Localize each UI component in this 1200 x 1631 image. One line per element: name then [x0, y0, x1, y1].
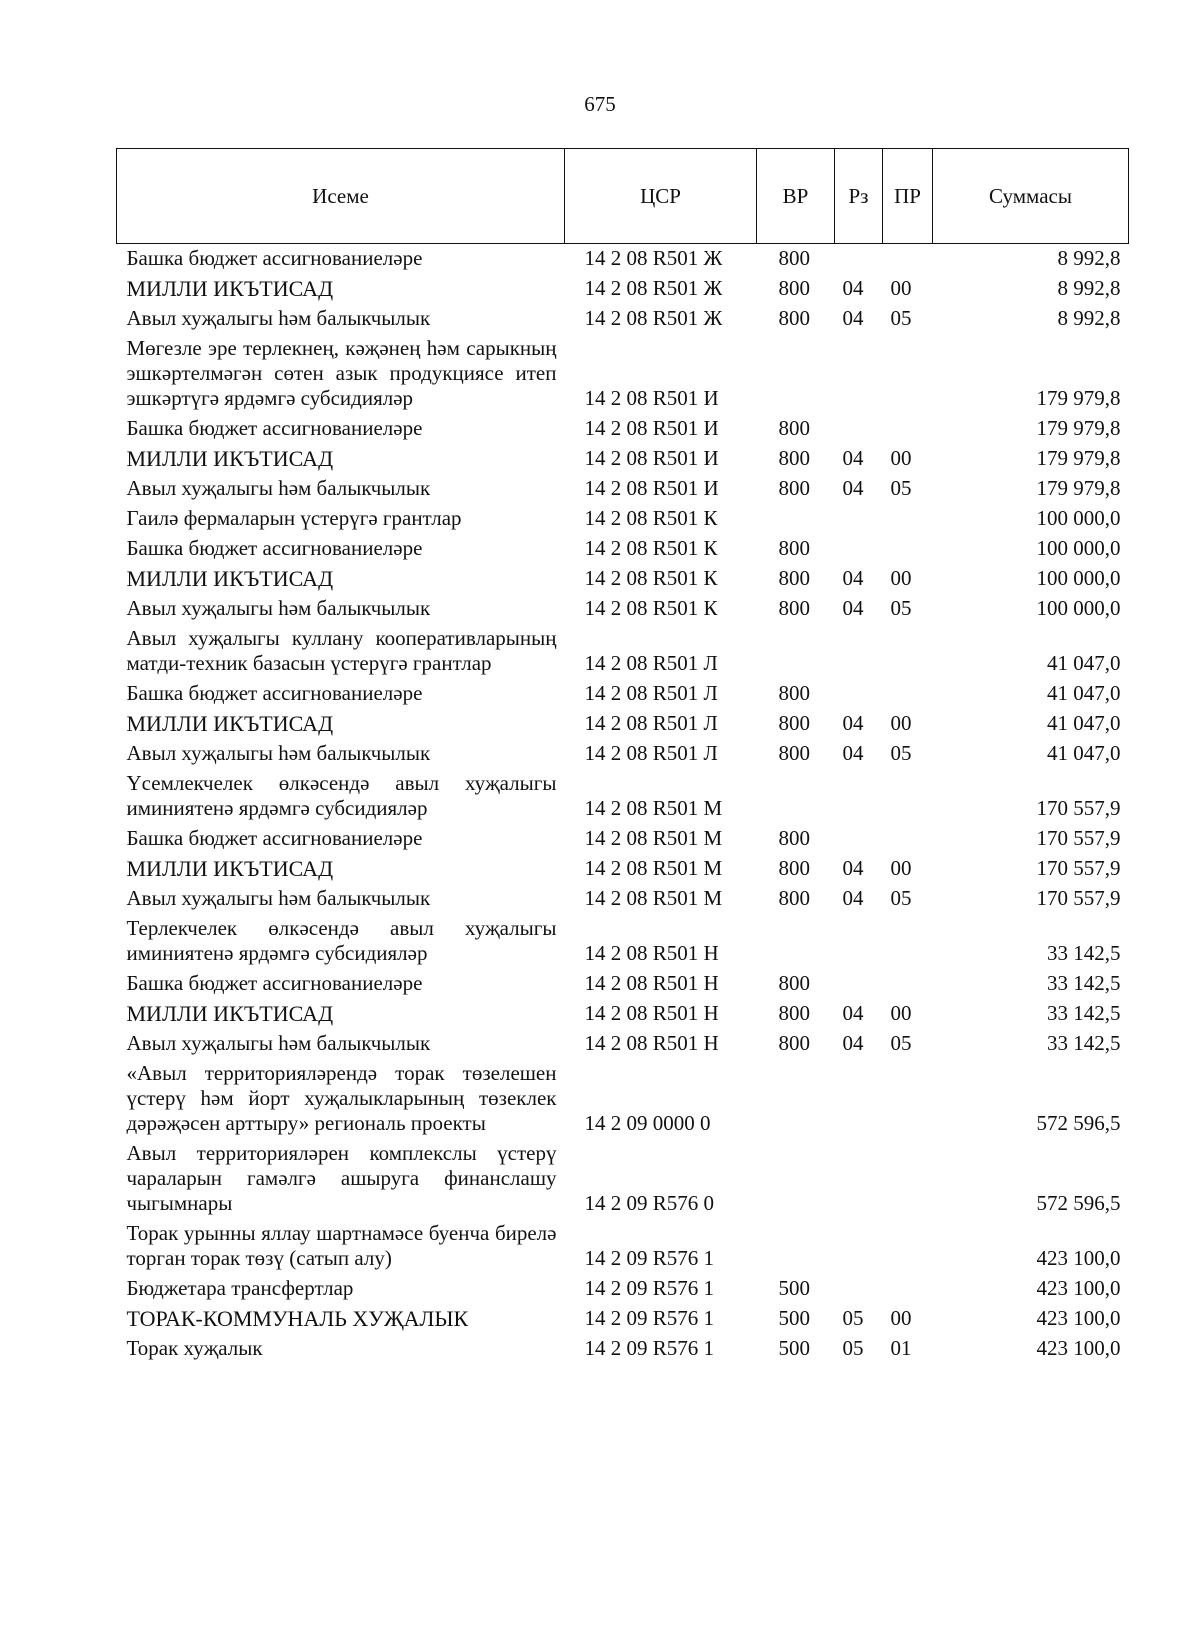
cell-pr [883, 504, 933, 534]
cell-rz: 04 [842, 711, 864, 735]
cell-rz: 04 [842, 1031, 864, 1055]
cell-csr: 14 2 09 R576 1 [584, 1306, 715, 1330]
cell-vr: 500 [778, 1276, 810, 1300]
cell-name: Авыл хуҗалыгы һәм балыкчылык [126, 306, 431, 330]
cell-csr: 14 2 08 R501 И [584, 476, 719, 500]
cell-name: Авыл хуҗалыгы һәм балыкчылык [126, 741, 431, 765]
cell-pr: 00 [890, 276, 912, 300]
cell-pr [883, 679, 933, 709]
cell-sum: 8 992,8 [1057, 306, 1121, 330]
table-row [117, 914, 1129, 969]
cell-name: Гаилә фермаларын үстерүгә грантлар [126, 506, 462, 530]
table-row [117, 1304, 1129, 1334]
cell-rz [835, 679, 883, 709]
table-row [117, 999, 1129, 1029]
cell-name: Авыл территорияләрен комплекслы үстерү чараларын гамәлгә ашыруга финанслашу чыгымнары [126, 1141, 557, 1215]
cell-pr: 05 [890, 476, 912, 500]
table-row [117, 884, 1129, 914]
cell-pr: 05 [890, 886, 912, 910]
cell-vr: 800 [778, 276, 810, 300]
cell-pr [883, 1274, 933, 1304]
cell-csr: 14 2 08 R501 К [584, 566, 718, 590]
cell-sum: 179 979,8 [1036, 446, 1121, 470]
cell-name: Торак хуҗалык [126, 1336, 263, 1360]
cell-rz: 04 [842, 886, 864, 910]
table-row [117, 739, 1129, 769]
header-sum: Суммасы [933, 149, 1129, 244]
cell-sum: 33 142,5 [1047, 1001, 1121, 1025]
cell-pr: 05 [890, 1031, 912, 1055]
table-row [117, 624, 1129, 679]
cell-vr: 800 [778, 1031, 810, 1055]
cell-vr: 800 [778, 596, 810, 620]
cell-csr: 14 2 08 R501 И [584, 386, 719, 410]
cell-sum: 423 100,0 [1036, 1306, 1121, 1330]
table-row [117, 679, 1129, 709]
cell-rz: 04 [842, 566, 864, 590]
cell-csr: 14 2 08 R501 Ж [584, 276, 723, 300]
cell-name: Авыл хуҗалыгы һәм балыкчылык [126, 476, 431, 500]
cell-sum: 179 979,8 [1036, 386, 1121, 410]
table-row [117, 1059, 1129, 1139]
cell-sum: 179 979,8 [1036, 416, 1121, 440]
cell-sum: 33 142,5 [1047, 971, 1121, 995]
cell-vr: 800 [778, 446, 810, 470]
cell-rz [835, 1139, 883, 1219]
table-row [117, 854, 1129, 884]
cell-rz [835, 824, 883, 854]
cell-rz [835, 969, 883, 999]
cell-sum: 170 557,9 [1036, 856, 1121, 880]
cell-csr: 14 2 08 R501 М [584, 796, 723, 820]
cell-rz [835, 1059, 883, 1139]
cell-rz: 04 [842, 741, 864, 765]
cell-name: МИЛЛИ ИКЪТИСАД [126, 711, 334, 736]
table-row [117, 534, 1129, 564]
cell-sum: 41 047,0 [1047, 681, 1121, 705]
cell-vr: 800 [778, 856, 810, 880]
cell-rz [835, 244, 883, 275]
cell-name: Авыл хуҗалыгы һәм балыкчылык [126, 1031, 431, 1055]
cell-vr [757, 504, 835, 534]
header-csr: ЦСР [565, 149, 757, 244]
cell-rz [835, 504, 883, 534]
cell-name: Мөгезле эре терлекнең, кәҗәнең һәм сарыкның эшкәртелмәгән сөтен азык продукциясе итеп эшкәртүгә ярдәмгә субсидияләр [126, 336, 557, 410]
table-row [117, 1334, 1129, 1364]
cell-pr [883, 334, 933, 414]
cell-rz: 04 [842, 446, 864, 470]
cell-name: МИЛЛИ ИКЪТИСАД [126, 276, 334, 301]
table-row [117, 304, 1129, 334]
cell-rz: 04 [842, 856, 864, 880]
cell-pr [883, 769, 933, 824]
cell-vr: 800 [778, 681, 810, 705]
cell-name: МИЛЛИ ИКЪТИСАД [126, 446, 334, 471]
cell-csr: 14 2 08 R501 К [584, 536, 718, 560]
cell-csr: 14 2 08 R501 И [584, 416, 719, 440]
cell-csr: 14 2 09 R576 0 [584, 1191, 715, 1215]
cell-sum: 100 000,0 [1036, 536, 1121, 560]
table-row [117, 504, 1129, 534]
cell-rz: 04 [842, 306, 864, 330]
table-row [117, 414, 1129, 444]
cell-name: Башка бюджет ассигнованиеләре [126, 246, 423, 270]
cell-vr [757, 624, 835, 679]
cell-pr [883, 534, 933, 564]
cell-pr: 00 [890, 446, 912, 470]
cell-name: «Авыл территорияләрендә торак төзелешен үстерү һәм йорт хуҗалыкларының төзеклек дәрәҗәсен арттыру» региональ проекты [126, 1061, 557, 1135]
cell-name: Авыл хуҗалыгы һәм балыкчылык [126, 596, 431, 620]
cell-csr: 14 2 08 R501 К [584, 506, 718, 530]
cell-csr: 14 2 08 R501 Н [584, 941, 719, 965]
table-row [117, 1139, 1129, 1219]
cell-rz [835, 1274, 883, 1304]
header-vr: ВР [757, 149, 835, 244]
table-row [117, 769, 1129, 824]
cell-rz [835, 334, 883, 414]
cell-name: Башка бюджет ассигнованиеләре [126, 536, 423, 560]
cell-sum: 423 100,0 [1036, 1336, 1121, 1360]
cell-name: Бюджетара трансфертлар [126, 1276, 354, 1300]
cell-pr: 00 [890, 856, 912, 880]
cell-pr: 00 [890, 1001, 912, 1025]
cell-rz: 04 [842, 596, 864, 620]
cell-name: МИЛЛИ ИКЪТИСАД [126, 566, 334, 591]
cell-rz [835, 624, 883, 679]
cell-vr: 800 [778, 741, 810, 765]
cell-name: Авыл хуҗалыгы һәм балыкчылык [126, 886, 431, 910]
cell-rz: 04 [842, 276, 864, 300]
cell-pr [883, 624, 933, 679]
cell-csr: 14 2 08 R501 И [584, 446, 719, 470]
cell-sum: 41 047,0 [1047, 741, 1121, 765]
cell-sum: 33 142,5 [1047, 941, 1121, 965]
cell-name: ТОРАК-КОММУНАЛЬ ХУҖАЛЫК [126, 1306, 469, 1331]
cell-csr: 14 2 08 R501 Н [584, 971, 719, 995]
cell-csr: 14 2 08 R501 К [584, 596, 718, 620]
cell-pr: 05 [890, 741, 912, 765]
cell-sum: 100 000,0 [1036, 506, 1121, 530]
cell-rz: 05 [842, 1336, 864, 1360]
cell-rz: 05 [842, 1306, 864, 1330]
cell-csr: 14 2 09 R576 1 [584, 1276, 715, 1300]
cell-sum: 170 557,9 [1036, 886, 1121, 910]
budget-table [116, 148, 1129, 1364]
cell-sum: 8 992,8 [1057, 246, 1121, 270]
cell-name: Башка бюджет ассигнованиеләре [126, 681, 423, 705]
header-pr: ПР [883, 149, 933, 244]
table-row [117, 1274, 1129, 1304]
table-header-row [117, 149, 1129, 244]
table-row [117, 444, 1129, 474]
cell-csr: 14 2 09 R576 1 [584, 1336, 715, 1360]
cell-pr [883, 1219, 933, 1274]
header-name: Исеме [117, 149, 565, 244]
cell-rz [835, 534, 883, 564]
cell-vr: 800 [778, 476, 810, 500]
cell-vr: 800 [778, 826, 810, 850]
cell-vr [757, 914, 835, 969]
cell-vr: 500 [778, 1306, 810, 1330]
cell-vr: 800 [778, 536, 810, 560]
cell-name: Торак урынны яллау шартнамәсе буенча бирелә торган торак төзү (сатып алу) [126, 1221, 557, 1270]
cell-sum: 170 557,9 [1036, 826, 1121, 850]
cell-csr: 14 2 08 R501 Л [584, 741, 718, 765]
cell-sum: 179 979,8 [1036, 476, 1121, 500]
table-row [117, 1219, 1129, 1274]
table-body [117, 244, 1129, 1365]
table-row [117, 274, 1129, 304]
cell-sum: 100 000,0 [1036, 596, 1121, 620]
cell-vr: 800 [778, 1001, 810, 1025]
cell-pr: 05 [890, 306, 912, 330]
cell-pr: 01 [890, 1336, 912, 1360]
cell-pr: 00 [890, 711, 912, 735]
cell-name: Авыл хуҗалыгы куллану кооперативларының матди-техник базасын үстерүгә грантлар [126, 626, 557, 675]
cell-pr [883, 244, 933, 275]
cell-sum: 170 557,9 [1036, 796, 1121, 820]
cell-vr [757, 1059, 835, 1139]
cell-sum: 423 100,0 [1036, 1246, 1121, 1270]
cell-pr: 00 [890, 566, 912, 590]
cell-vr: 800 [778, 566, 810, 590]
cell-vr: 800 [778, 306, 810, 330]
cell-sum: 100 000,0 [1036, 566, 1121, 590]
cell-vr: 800 [778, 886, 810, 910]
table-row [117, 474, 1129, 504]
cell-pr [883, 969, 933, 999]
cell-csr: 14 2 08 R501 М [584, 826, 723, 850]
table-row [117, 594, 1129, 624]
cell-name: Үсемлекчелек өлкәсендә авыл хуҗалыгы иминиятенә ярдәмгә субсидияләр [126, 771, 557, 820]
cell-vr: 800 [778, 711, 810, 735]
cell-csr: 14 2 08 R501 Ж [584, 246, 723, 270]
cell-sum: 572 596,5 [1036, 1111, 1121, 1135]
cell-pr [883, 1059, 933, 1139]
cell-rz: 04 [842, 476, 864, 500]
table-row [117, 969, 1129, 999]
cell-pr [883, 824, 933, 854]
table-row [117, 824, 1129, 854]
cell-rz [835, 414, 883, 444]
cell-vr: 800 [778, 246, 810, 270]
cell-sum: 33 142,5 [1047, 1031, 1121, 1055]
cell-sum: 423 100,0 [1036, 1276, 1121, 1300]
cell-name: Башка бюджет ассигнованиеләре [126, 416, 423, 440]
cell-csr: 14 2 08 R501 Л [584, 681, 718, 705]
cell-pr [883, 914, 933, 969]
cell-pr: 05 [890, 596, 912, 620]
table-row [117, 334, 1129, 414]
cell-name: Башка бюджет ассигнованиеләре [126, 826, 423, 850]
cell-rz: 04 [842, 1001, 864, 1025]
table-row [117, 244, 1129, 275]
cell-name: Башка бюджет ассигнованиеләре [126, 971, 423, 995]
cell-csr: 14 2 08 R501 Н [584, 1001, 719, 1025]
cell-pr [883, 1139, 933, 1219]
cell-csr: 14 2 09 0000 0 [584, 1111, 711, 1135]
cell-name: МИЛЛИ ИКЪТИСАД [126, 856, 334, 881]
cell-vr [757, 769, 835, 824]
cell-vr [757, 334, 835, 414]
cell-sum: 41 047,0 [1047, 651, 1121, 675]
table-row [117, 564, 1129, 594]
table-row [117, 709, 1129, 739]
cell-sum: 8 992,8 [1057, 276, 1121, 300]
cell-sum: 41 047,0 [1047, 711, 1121, 735]
cell-rz [835, 1219, 883, 1274]
cell-vr [757, 1219, 835, 1274]
cell-vr [757, 1139, 835, 1219]
cell-csr: 14 2 08 R501 Ж [584, 306, 723, 330]
cell-rz [835, 769, 883, 824]
cell-vr: 500 [778, 1336, 810, 1360]
page-number: 675 [584, 92, 616, 116]
cell-csr: 14 2 09 R576 1 [584, 1246, 715, 1270]
cell-name: Терлекчелек өлкәсендә авыл хуҗалыгы иминиятенә ярдәмгә субсидияләр [126, 916, 557, 965]
cell-csr: 14 2 08 R501 Н [584, 1031, 719, 1055]
cell-vr: 800 [778, 416, 810, 440]
cell-csr: 14 2 08 R501 М [584, 886, 723, 910]
cell-csr: 14 2 08 R501 Л [584, 651, 718, 675]
cell-csr: 14 2 08 R501 Л [584, 711, 718, 735]
cell-name: МИЛЛИ ИКЪТИСАД [126, 1001, 334, 1026]
cell-pr: 00 [890, 1306, 912, 1330]
cell-csr: 14 2 08 R501 М [584, 856, 723, 880]
cell-vr: 800 [778, 971, 810, 995]
cell-pr [883, 414, 933, 444]
header-rz: Рз [835, 149, 883, 244]
cell-rz [835, 914, 883, 969]
cell-sum: 572 596,5 [1036, 1191, 1121, 1215]
table-row [117, 1029, 1129, 1059]
